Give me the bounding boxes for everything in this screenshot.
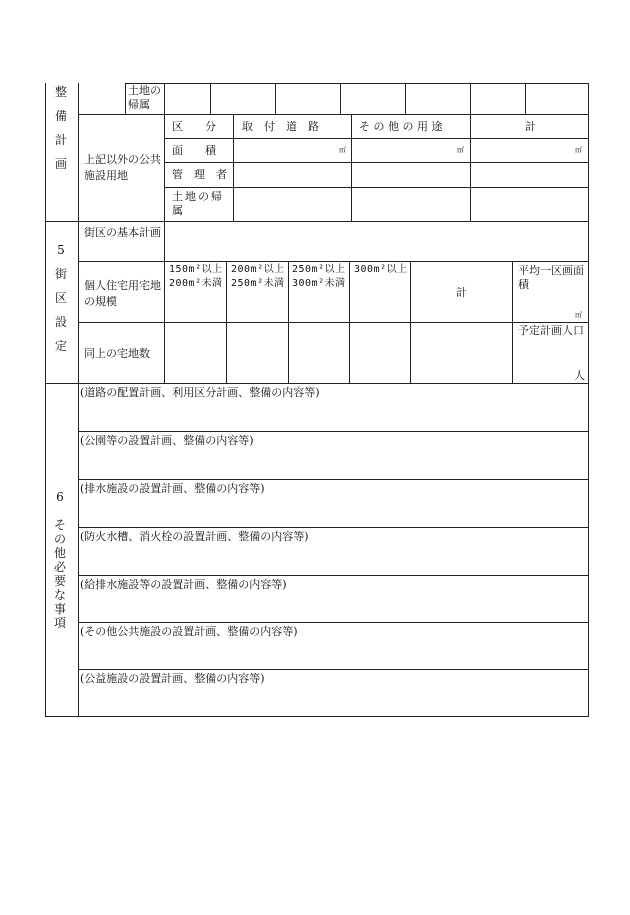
lot-scale-label: 個人住宅用宅地の規模	[84, 279, 161, 308]
row-manager-label: 管 理 者	[172, 168, 227, 181]
row-line	[78, 575, 588, 576]
col-line	[340, 83, 341, 114]
range-200-250: 200m²以上 250m²未満	[231, 264, 285, 289]
land-ownership-label: 土地の帰属	[128, 84, 161, 111]
header-division: 区 分	[172, 120, 216, 133]
col-line	[125, 83, 126, 114]
col-line	[210, 83, 211, 114]
row-area-label: 面 積	[172, 144, 216, 157]
bottom-border	[45, 716, 589, 717]
outer-right-border	[588, 83, 589, 717]
col-line	[405, 83, 406, 114]
row-ownership-label: 土地の帰属	[172, 190, 224, 217]
col-line	[525, 83, 526, 114]
avg-area-unit: ㎡	[575, 311, 582, 319]
unit-sqm: ㎡	[339, 146, 346, 154]
range-300-plus: 300m²以上	[354, 264, 408, 275]
outer-left-border	[45, 83, 46, 717]
col-line	[233, 114, 234, 221]
row-line	[78, 431, 588, 432]
range-150-200: 150m²以上 200m²未満	[169, 264, 223, 289]
range-250-300: 250m²以上 300m²未満	[292, 264, 346, 289]
other-section-label: 6 その他必要な事項	[53, 490, 66, 630]
col-line	[164, 83, 165, 114]
basic-plan-label: 街区の基本計画	[84, 226, 161, 239]
unit-sqm: ㎡	[575, 146, 582, 154]
section-line	[45, 383, 588, 384]
item-other-public-plan: (その他公共施設の設置計画、整備の内容等)	[80, 625, 298, 638]
row-line	[78, 322, 588, 323]
header-road: 取 付 道 路	[242, 120, 319, 133]
item-benefit-plan: (公益施設の設置計画、整備の内容等)	[80, 672, 265, 685]
item-road-plan: (道路の配置計画、利用区分計画、整備の内容等)	[80, 386, 320, 399]
row-line	[78, 669, 588, 670]
header-other-use: そ の 他 の 用 途	[359, 120, 443, 133]
public-facility-label: 上記以外の公共施設用地	[84, 153, 161, 182]
header-total: 計	[525, 120, 536, 133]
row-line	[164, 187, 588, 188]
row-line	[78, 622, 588, 623]
section-line	[45, 221, 588, 222]
row-line	[78, 114, 588, 115]
col-line	[470, 83, 471, 114]
item-drainage-plan: (排水施設の設置計画、整備の内容等)	[80, 482, 265, 495]
row-line	[164, 138, 588, 139]
row-line	[164, 162, 588, 163]
item-fire-plan: (防火水槽、消火栓の設置計画、整備の内容等)	[80, 530, 309, 543]
col-line	[470, 114, 471, 221]
planned-pop-label: 予定計画人口	[518, 324, 584, 337]
col-line	[164, 221, 165, 383]
pop-unit: 人	[574, 369, 585, 382]
col-line	[164, 114, 165, 221]
unit-sqm: ㎡	[457, 146, 464, 154]
row-line	[125, 83, 588, 84]
row-line	[78, 527, 588, 528]
avg-area-label: 平均一区画面積	[518, 264, 584, 291]
item-water-plan: (給排水施設等の設置計画、整備の内容等)	[80, 578, 287, 591]
lot-total-label: 計	[456, 286, 467, 299]
col-line	[275, 83, 276, 114]
row-line	[78, 479, 588, 480]
col-line	[351, 114, 352, 221]
planning-section-label: 整 備 計 画	[54, 85, 67, 171]
block-section-label: 5 街 区 設 定	[54, 243, 67, 353]
item-park-plan: (公園等の設置計画、整備の内容等)	[80, 434, 254, 447]
lot-count-label: 同上の宅地数	[84, 347, 150, 360]
